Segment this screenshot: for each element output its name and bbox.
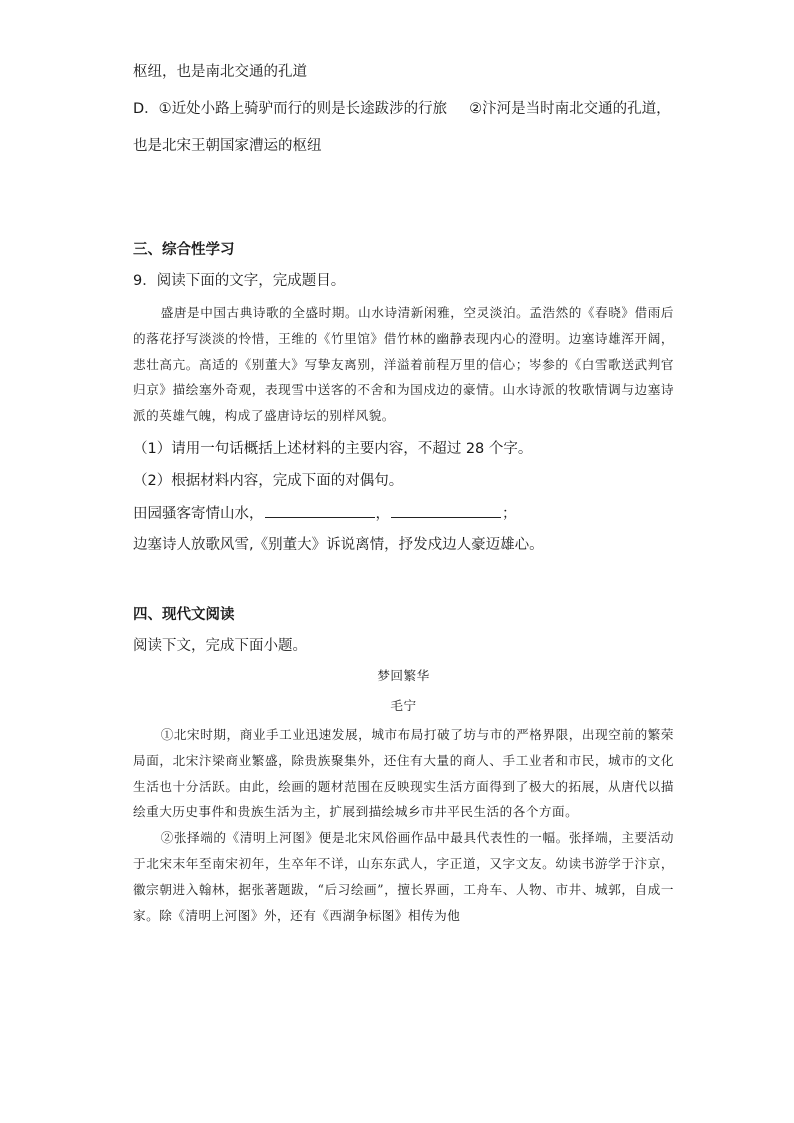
couplet-1-prefix: 田园骚客寄情山水， [133, 505, 264, 522]
question-9: 9．阅读下面的文字，完成题目。 [133, 273, 346, 289]
article-title: 梦回繁华 [377, 667, 430, 683]
option-d [133, 99, 674, 119]
passage-tang-poetry: 盛唐是中国古典诗歌的全盛时期。山水诗清新闲雅，空灵淡泊。孟浩然的《春晓》借雨后的落花抒写淡淡的怜惜，王维的《竹里馆》借竹林的幽静表现内心的澄明。边塞诗雄浑开阔，悲壮高亢。高适的《别董大》写挚友离别，洋溢着前程万里的信心；岑参的《白雪歌送武判官归京》描绘塞外奇观，表现雪中送客的不舍和为国戍边的豪情。山水诗派的牧歌情调与边塞诗派的英雄气魄，构成了盛唐诗坛的别样风貌。 [133, 305, 674, 424]
couplet-1-sep: ， [375, 505, 390, 522]
option-d-part1: ①近处小路上骑驴而行的则是长途跋涉的行旅 [158, 101, 448, 117]
sub-question-1: （1）请用一句话概括上述材料的主要内容，不超过 28 个字。 [133, 440, 533, 457]
article-author: 毛宁 [390, 697, 417, 713]
couplet-line-2: 边塞诗人放歌风雪,《别董大》诉说离情，抒发戍边人豪迈雄心。 [133, 536, 544, 553]
section-4-intro: 阅读下文，完成下面小题。 [133, 637, 307, 654]
option-d-part2: ②汴河是当时南北交通的孔道， [469, 101, 671, 117]
article-paragraph-1: ①北宋时期，商业手工业迅速发展，城市布局打破了坊与市的严格界限，出现空前的繁荣局面，北宋汴梁商业繁盛，除贵族聚集外，还住有大量的商人、手工业者和市民，城市的文化生活也十分活跃。由此，绘画的题材范围在反映现实生活方面得到了极大的拓展，从唐代以描绘重大历史事件和贵族生活为主，扩展到描绘城乡市井平民生活的各个方面。 [133, 726, 674, 820]
article-paragraph-2: ②张择端的《清明上河图》便是北宋风俗画作品中最具代表性的一幅。张择端，主要活动于北宋末年至南宋初年，生卒年不详，山东东武人，字正道，又字文友。幼读书游学于汴京，徽宗朝进入翰林，据张著题跋，“后习绘画”，擅长界画，工舟车、人物、市井、城郭，自成一家。除《清明上河图》外，还有《西湖争标图》相传为他 [133, 830, 674, 923]
option-d-continuation: 也是北宋王朝国家漕运的枢纽 [133, 138, 322, 154]
couplet-line-1 [133, 503, 674, 524]
section-3-heading: 三、综合性学习 [133, 242, 235, 258]
option-d-prefix: D． [133, 101, 159, 117]
sub-question-2: （2）根据材料内容，完成下面的对偶句。 [133, 472, 404, 489]
couplet-1-end: ； [502, 505, 517, 522]
couplet-blank-1[interactable] [265, 503, 375, 518]
option-c-continuation: 枢纽，也是南北交通的孔道 [133, 64, 307, 80]
section-4-heading: 四、现代文阅读 [133, 606, 235, 623]
couplet-blank-2[interactable] [391, 503, 501, 518]
